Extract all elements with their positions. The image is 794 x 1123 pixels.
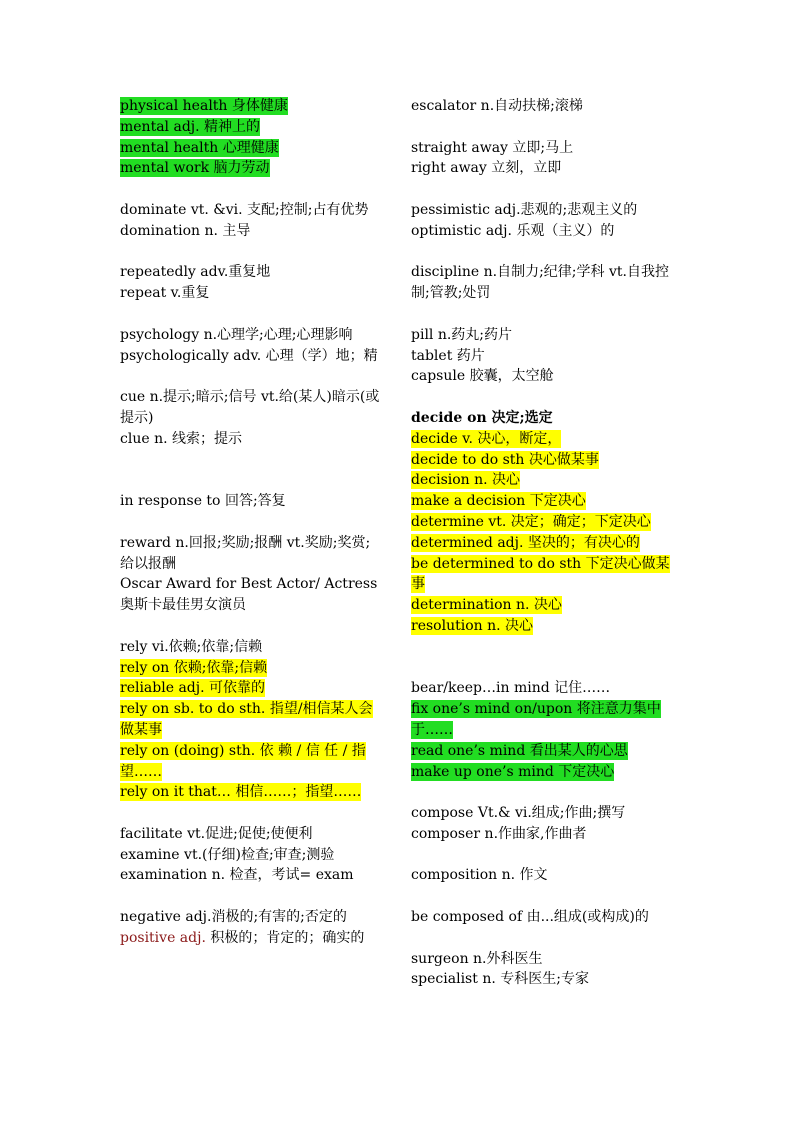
vocab-line [411,969,676,990]
vocab-line [120,200,384,221]
vocab-line [120,117,384,138]
vocab-text: dominate vt. &vi. 支配;控制;占有优势 [120,201,369,218]
vocab-text: reliable adj. 可依靠的 [120,680,266,697]
vocab-line [120,262,384,283]
vocab-line [120,158,384,179]
blank-line [411,242,676,263]
blank-line [120,304,384,325]
blank-line [120,242,384,263]
blank-line [120,512,384,533]
vocab-line [411,616,676,637]
vocab-line [120,658,384,679]
vocab-line [120,678,384,699]
blank-line [411,886,676,907]
vocab-line [120,845,384,866]
vocab-text: negative adj.消极的;有害的;否定的 [120,909,347,926]
vocab-text: decide v. 决心，断定， [411,430,562,447]
blank-line [411,387,676,408]
vocab-text: determined adj. 坚决的；有决心的 [411,534,640,551]
vocab-line [120,824,384,845]
vocab-line [411,450,676,471]
vocab-line [411,346,676,367]
vocab-line [411,554,676,596]
vocab-text: rely on it that… 相信……；指望…… [120,784,362,801]
blank-line [411,928,676,949]
vocab-text: positive adj. 积极的；肯定的；确实的 [120,929,365,946]
vocab-line [411,429,676,450]
vocab-text: make a decision 下定决心 [411,493,586,510]
vocab-line [411,158,676,179]
vocab-line [411,491,676,512]
vocab-line [411,803,676,824]
blank-line [120,470,384,491]
vocab-text: facilitate vt.促进;促使;使便利 [120,825,313,842]
blank-line [120,886,384,907]
vocab-text: capsule 胶囊，太空舱 [411,368,554,385]
vocab-text: fix one’s mind on/upon 将注意力集中于…… [411,701,661,738]
vocab-text: escalator n.自动扶梯;滚梯 [411,98,583,114]
vocab-text: psychology n.心理学;心理;心理影响 [120,326,353,343]
vocab-line [120,928,384,949]
vocab-line [120,346,384,367]
blank-line [411,845,676,866]
vocab-line [411,865,676,886]
vocab-text: pill n.药丸;药片 [411,326,513,343]
vocab-text: domination n. 主导 [120,222,251,239]
vocab-line [120,325,384,346]
vocab-text: right away 立刻，立即 [411,160,562,177]
blank-line [411,304,676,325]
vocab-text: compose Vt.& vi.组成;作曲;撰写 [411,805,626,822]
vocab-line [411,96,676,117]
blank-line [411,117,676,138]
vocab-text: be composed of 由...组成(或构成)的 [411,909,649,926]
vocab-text: straight away 立即;马上 [411,139,574,156]
vocab-line [411,366,676,387]
vocab-line [120,637,384,658]
vocab-text: bear/keep…in mind 记住…… [411,680,611,697]
blank-line [120,803,384,824]
vocab-line [411,138,676,159]
vocab-text: rely on sb. to do sth. 指望/相信某人会做某事 [120,701,373,738]
vocab-line [411,533,676,554]
vocab-text: rely on 依赖;依靠;信赖 [120,659,268,676]
vocab-text: decision n. 决心 [411,472,521,489]
vocab-line [120,387,384,429]
vocab-text: determine vt. 决定；确定；下定决心 [411,513,651,530]
vocab-line [411,824,676,845]
blank-line [411,782,676,803]
vocab-text: examine vt.(仔细)检查;审查;测验 [120,846,335,863]
vocab-line [120,491,384,512]
vocab-text: decide to do sth 决心做某事 [411,451,599,468]
vocab-line [411,512,676,533]
right-column [411,96,676,990]
vocab-line [411,325,676,346]
blank-line [120,179,384,200]
vocab-line [411,699,676,741]
vocab-line [120,782,384,803]
vocab-line [120,221,384,242]
vocab-line [411,200,676,221]
vocab-line [120,138,384,159]
vocab-text: make up one’s mind 下定决心 [411,763,615,780]
vocab-text: composer n.作曲家,作曲者 [411,825,587,842]
vocab-line [120,96,384,117]
vocab-line [411,678,676,699]
vocab-text: read one’s mind 看出某人的心思 [411,742,628,759]
blank-line [411,637,676,658]
vocab-text: Oscar Award for Best Actor/ Actress 奥斯卡最佳男女演员 [120,576,378,614]
vocab-line [120,741,384,783]
vocab-text: pessimistic adj.悲观的;悲观主义的 [411,201,638,218]
vocab-text: optimistic adj. 乐观（主义）的 [411,222,615,239]
vocab-line [411,221,676,242]
vocab-text: clue n. 线索；提示 [120,430,242,447]
vocab-text: be determined to do sth 下定决心做某事 [411,555,670,593]
vocab-text: cue n.提示;暗示;信号 vt.给(某人)暗示(或提示) [120,389,380,426]
vocab-line [411,470,676,491]
vocab-text: tablet 药片 [411,347,485,364]
vocab-text: mental health 心理健康 [120,139,279,156]
vocab-text: repeatedly adv.重复地 [120,264,271,281]
vocab-line [120,699,384,741]
vocab-line [120,429,384,450]
vocab-text: composition n. 作文 [411,867,548,884]
vocab-text: reward n.回报;奖励;报酬 vt.奖励;奖赏;给以报酬 [120,534,371,572]
vocab-line [411,949,676,970]
vocab-line [411,741,676,762]
vocab-text: psychologically adv. 心理（学）地；精 [120,347,378,364]
vocab-line [411,595,676,616]
vocab-text: resolution n. 决心 [411,617,534,634]
vocab-text: rely on (doing) sth. 依 赖 / 信 任 / 指望…… [120,742,366,780]
blank-line [411,658,676,679]
vocab-text: mental work 脑力劳动 [120,160,270,177]
vocab-line [411,762,676,783]
blank-line [120,366,384,387]
vocab-line [120,907,384,928]
vocab-text: repeat v.重复 [120,285,210,302]
vocab-line [120,533,384,575]
left-column [120,96,384,949]
vocab-line [411,262,676,304]
vocab-text: physical health 身体健康 [120,98,288,114]
vocab-line [411,408,676,429]
blank-line [120,450,384,471]
vocab-line [120,283,384,304]
vocab-text: mental adj. 精神上的 [120,118,261,135]
vocab-text: rely vi.依赖;依靠;信赖 [120,638,263,655]
vocab-text: determination n. 决心 [411,597,562,614]
blank-line [120,616,384,637]
vocab-text: decide on 决定;选定 [411,409,553,426]
vocab-text: specialist n. 专科医生;专家 [411,971,589,988]
blank-line [411,179,676,200]
vocab-line [120,574,384,616]
vocab-text: examination n. 检查，考试= exam [120,867,354,884]
vocab-line [120,865,384,886]
vocab-text: discipline n.自制力;纪律;学科 vt.自我控制;管教;处罚 [411,264,669,302]
vocab-text: surgeon n.外科医生 [411,950,543,967]
vocab-line [411,907,676,928]
vocab-text: in response to 回答;答复 [120,493,286,510]
